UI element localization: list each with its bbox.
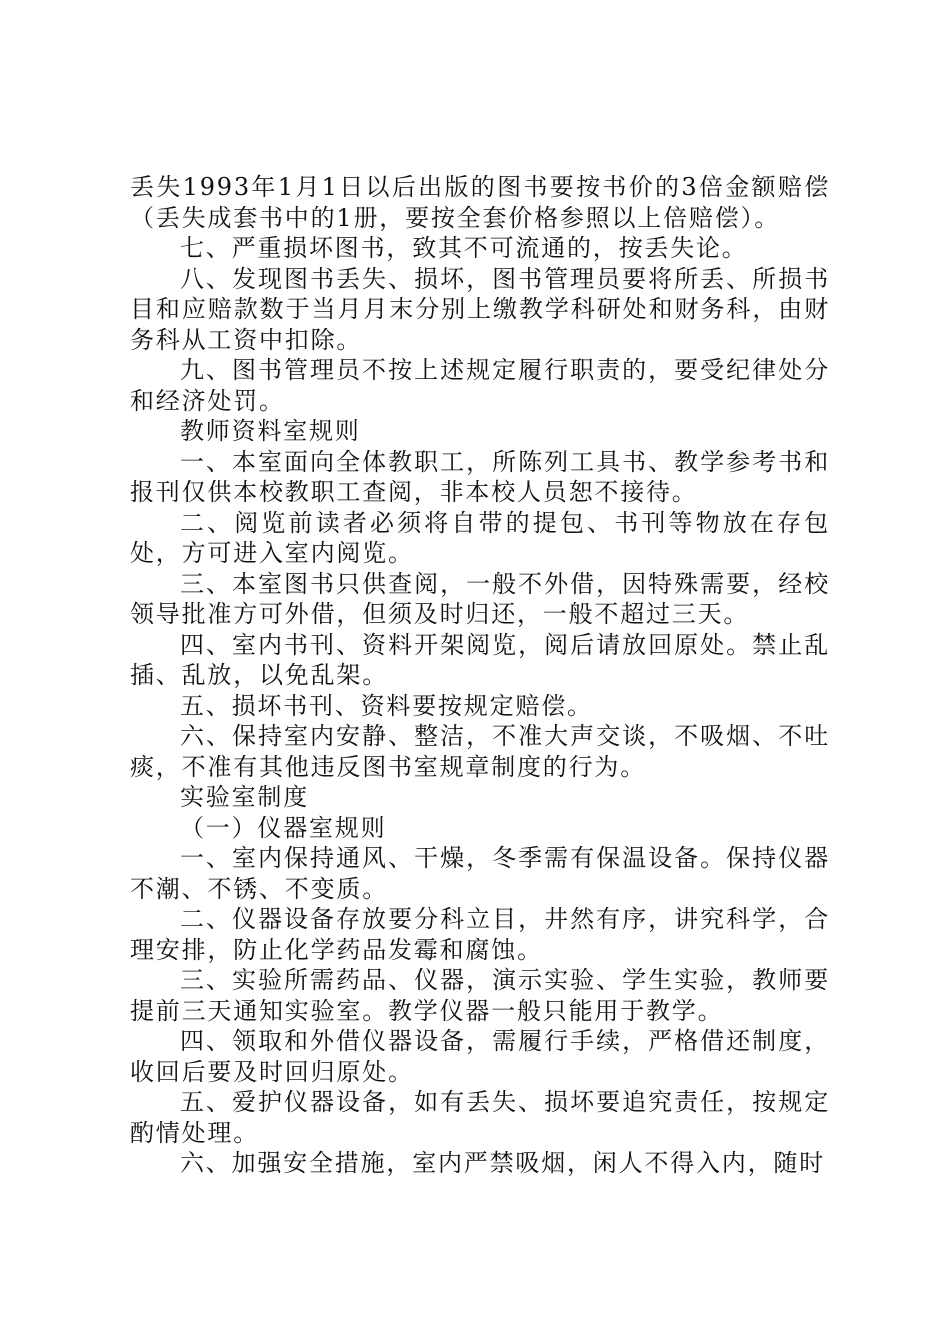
section-heading-teacher-reading-room: 教师资料室规则 [180,417,361,445]
subsection-heading-instrument-room: （一）仪器室规则 [180,813,387,842]
paragraph-reading-room-rule-4: 四、室内书刊、资料开架阅览，阅后请放回原处。禁止乱插、乱放，以免乱架。 [130,630,830,689]
paragraph-rule-7: 七、严重损坏图书，致其不可流通的，按丢失论。 [180,234,748,262]
paragraph-reading-room-rule-2: 二、阅览前读者必须将自带的提包、书刊等物放在存包处，方可进入室内阅览。 [130,508,830,567]
paragraph-reading-room-rule-3: 三、本室图书只供查阅，一般不外借，因特殊需要，经校领导批准方可外借，但须及时归还，一般不超过三天。 [130,569,830,628]
paragraph-lost-book-compensation: 丢失1993年1月1日以后出版的图书要按书价的3倍金额赔偿（丢失成套书中的1册，要按全套价格参照以上倍赔偿）。 [130,173,830,232]
paragraph-rule-9: 九、图书管理员不按上述规定履行职责的，要受纪律处分和经济处罚。 [130,356,830,415]
paragraph-reading-room-rule-5: 五、损坏书刊、资料要按规定赔偿。 [180,691,593,720]
paragraph-instrument-rule-5: 五、爱护仪器设备，如有丢失、损坏要追究责任，按规定酌情处理。 [130,1088,830,1147]
paragraph-rule-8: 八、发现图书丢失、损坏，图书管理员要将所丢、所损书目和应赔款数于当月月末分别上缴教学科研处和财务科，由财务科从工资中扣除。 [130,264,830,354]
paragraph-instrument-rule-6: 六、加强安全措施，室内严禁吸烟，闲人不得入内，随时 [180,1149,825,1177]
section-heading-laboratory: 实验室制度 [180,783,309,811]
paragraph-instrument-rule-1: 一、室内保持通风、干燥，冬季需有保温设备。保持仪器不潮、不锈、不变质。 [130,844,830,903]
document-page [130,172,830,1179]
paragraph-instrument-rule-3: 三、实验所需药品、仪器，演示实验、学生实验，教师要提前三天通知实验室。教学仪器一般只能用于教学。 [130,966,830,1025]
paragraph-instrument-rule-4: 四、领取和外借仪器设备，需履行手续，严格借还制度，收回后要及时回归原处。 [130,1027,830,1086]
paragraph-reading-room-rule-1: 一、本室面向全体教职工，所陈列工具书、教学参考书和报刊仅供本校教职工查阅，非本校人员恕不接待。 [130,447,830,506]
paragraph-reading-room-rule-6: 六、保持室内安静、整洁，不准大声交谈，不吸烟、不吐痰，不准有其他违反图书室规章制度的行为。 [130,722,830,781]
paragraph-instrument-rule-2: 二、仪器设备存放要分科立目，井然有序，讲究科学，合理安排，防止化学药品发霉和腐蚀。 [130,905,830,964]
